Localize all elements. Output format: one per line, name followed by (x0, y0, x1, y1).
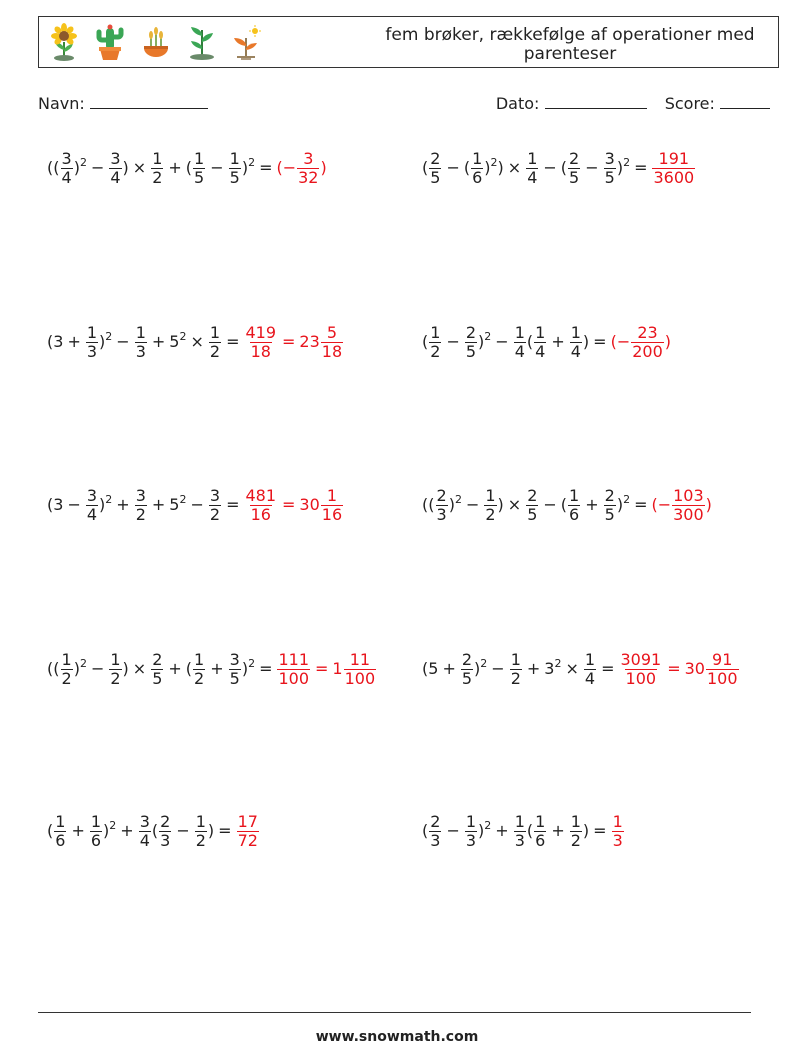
fraction: $\frac{1}{2}$ (110, 649, 121, 688)
fraction: $\frac{23}{200}$ (632, 322, 663, 361)
seedling-icon (231, 22, 265, 62)
header-icons (47, 21, 265, 63)
problem-expression: ( $\frac{2}{3}$ − $\frac{1}{3}$ )$^2$ + $\frac{1}{3}$ ( $\frac{1}{6}$ + $\frac{1}{2}$ ) = (422, 811, 607, 850)
fraction: $\frac{2}{5}$ (430, 148, 441, 187)
fraction: $\frac{2}{3}$ (436, 485, 447, 524)
fraction: $\frac{2}{5}$ (604, 485, 615, 524)
problem-expression: ( $\frac{1}{2}$ − $\frac{2}{5}$ )$^2$ − $\frac{1}{4}$ ( $\frac{1}{4}$ + $\frac{1}{4}$ ) = (422, 322, 607, 361)
fraction: $\frac{1}{3}$ (86, 322, 98, 361)
fraction: $\frac{3}{4}$ (110, 148, 121, 187)
problem-answer: $\frac{481}{16}$ = 30 $\frac{1}{16}$ (245, 485, 343, 524)
fraction: $\frac{2}{3}$ (160, 811, 171, 850)
fraction: $\frac{1}{6}$ (55, 811, 66, 850)
fraction: $\frac{1}{2}$ (570, 811, 581, 850)
fraction: $\frac{1}{4}$ (535, 322, 546, 361)
fraction: $\frac{3}{5}$ (229, 649, 240, 688)
fraction: $\frac{1}{3}$ (612, 811, 623, 850)
score-label: Score: (664, 94, 715, 113)
fraction: $\frac{1}{2}$ (195, 811, 206, 850)
problem-5 (47, 479, 344, 531)
fraction: $\frac{191}{3600}$ (653, 148, 695, 187)
footer-url: www.snowmath.com (315, 1029, 479, 1045)
fraction: $\frac{3}{4}$ (86, 485, 98, 524)
fraction: $\frac{1}{6}$ (90, 811, 102, 850)
problem-9 (47, 805, 260, 857)
fraction: $\frac{1}{6}$ (569, 485, 580, 524)
fraction: $\frac{1}{3}$ (465, 811, 477, 850)
fraction: $\frac{1}{3}$ (135, 322, 146, 361)
fraction: $\frac{1}{4}$ (570, 322, 581, 361)
fraction: $\frac{17}{72}$ (237, 811, 258, 850)
fraction: $\frac{91}{100}$ (706, 649, 738, 688)
fraction: $\frac{2}{5}$ (527, 485, 538, 524)
fraction: $\frac{1}{2}$ (152, 148, 163, 187)
fraction: $\frac{2}{5}$ (465, 322, 477, 361)
problem-answer: $\frac{111}{100}$ = 1 $\frac{11}{100}$ (278, 649, 376, 688)
date-blank[interactable] (545, 93, 647, 109)
problem-expression: ( $\frac{2}{5}$ − ( $\frac{1}{6}$ )$^2$) × $\frac{1}{4}$ − ( $\frac{2}{5}$ − $\frac{3}{5}$ )$^2$ = (422, 148, 648, 187)
fraction: $\frac{1}{5}$ (229, 148, 240, 187)
problem-expression: ( $\frac{1}{6}$ + $\frac{1}{6}$ )$^2$ + $\frac{3}{4}$ ( $\frac{2}{3}$ − $\frac{1}{2}$ ) = (47, 811, 232, 850)
fraction: $\frac{1}{2}$ (430, 322, 441, 361)
fraction: $\frac{5}{18}$ (321, 322, 343, 361)
sunflower-icon (47, 22, 81, 62)
problem-6 (422, 479, 712, 531)
problem-10 (422, 805, 625, 857)
problem-answer: $\frac{3091}{100}$ = 30 $\frac{91}{100}$ (620, 649, 738, 688)
worksheet-header (38, 16, 779, 68)
fraction: $\frac{481}{16}$ (245, 485, 277, 524)
fraction: $\frac{1}{2}$ (510, 649, 521, 688)
problem-answer (651, 150, 696, 187)
problem-1 (47, 142, 327, 194)
fraction: $\frac{3091}{100}$ (620, 649, 662, 688)
name-blank[interactable] (90, 93, 208, 109)
sprout-icon (185, 22, 219, 62)
fraction: $\frac{1}{2}$ (485, 485, 496, 524)
fraction: $\frac{1}{6}$ (535, 811, 546, 850)
problem-expression: (3 + $\frac{1}{3}$ )$^2$ − $\frac{1}{3}$ + $5^2$ × $\frac{1}{2}$ = (47, 322, 240, 361)
fraction: $\frac{1}{2}$ (194, 649, 205, 688)
fraction: $\frac{2}{5}$ (569, 148, 580, 187)
problem-answer (611, 813, 625, 850)
problem-answer (236, 813, 260, 850)
fraction: $\frac{2}{3}$ (430, 811, 441, 850)
fraction: $\frac{103}{300}$ (673, 485, 704, 524)
fraction: $\frac{1}{2}$ (209, 322, 221, 361)
problem-answer: (− $\frac{23}{200}$ ) (610, 322, 672, 361)
fraction: $\frac{3}{4}$ (139, 811, 150, 850)
name-field (38, 93, 208, 113)
fraction: $\frac{2}{5}$ (152, 649, 163, 688)
problem-answer: $\frac{419}{18}$ = 23 $\frac{5}{18}$ (245, 322, 343, 361)
fraction: $\frac{1}{3}$ (514, 811, 525, 850)
problem-4 (422, 316, 671, 368)
fraction: $\frac{1}{5}$ (194, 148, 205, 187)
fraction: $\frac{3}{32}$ (298, 148, 319, 187)
problem-7 (47, 643, 377, 695)
problem-8 (422, 643, 740, 695)
problem-expression: (( $\frac{2}{3}$ )$^2$ − $\frac{1}{2}$ ) × $\frac{2}{5}$ − ( $\frac{1}{6}$ + $\frac{2}{5}$ )$^2$ = (422, 485, 648, 524)
date-score-fields (496, 93, 770, 113)
problem-expression: (5 + $\frac{2}{5}$ )$^2$ − $\frac{1}{2}$ + $3^2$ × $\frac{1}{4}$ = (422, 649, 615, 688)
problem-answer: (− $\frac{3}{32}$ ) (276, 148, 327, 187)
problem-answer: (− $\frac{103}{300}$ ) (651, 485, 712, 524)
fraction: $\frac{3}{2}$ (209, 485, 221, 524)
problem-expression: (( $\frac{3}{4}$ )$^2$ − $\frac{3}{4}$ ) × $\frac{1}{2}$ + ( $\frac{1}{5}$ − $\frac{1}{5}$ )$^2$ = (47, 148, 273, 187)
fraction: $\frac{1}{4}$ (584, 649, 596, 688)
problem-expression: (( $\frac{1}{2}$ )$^2$ − $\frac{1}{2}$ ) × $\frac{2}{5}$ + ( $\frac{1}{2}$ + $\frac{3}{5}$ )$^2$ = (47, 649, 273, 688)
date-label: Dato: (495, 94, 540, 113)
fraction: $\frac{3}{2}$ (135, 485, 146, 524)
cactus-icon (93, 22, 127, 62)
problem-3 (47, 316, 344, 368)
fraction: $\frac{3}{4}$ (61, 148, 72, 187)
fraction: $\frac{1}{4}$ (527, 148, 538, 187)
potted-wheat-icon (139, 22, 173, 62)
fraction: $\frac{1}{2}$ (61, 649, 72, 688)
problem-expression: (3 − $\frac{3}{4}$ )$^2$ + $\frac{3}{2}$ + $5^2$ − $\frac{3}{2}$ = (47, 485, 240, 524)
fraction: $\frac{11}{100}$ (344, 649, 376, 688)
score-blank[interactable] (720, 93, 770, 109)
footer-divider (38, 1012, 751, 1013)
fraction: $\frac{1}{6}$ (472, 148, 483, 187)
fraction: $\frac{3}{5}$ (604, 148, 615, 187)
fraction: $\frac{2}{5}$ (461, 649, 473, 688)
problem-2 (422, 142, 696, 194)
name-label: Navn: (38, 94, 85, 113)
fraction: $\frac{111}{100}$ (278, 649, 310, 688)
fraction: $\frac{1}{4}$ (514, 322, 525, 361)
fraction: $\frac{1}{16}$ (321, 485, 343, 524)
fraction: $\frac{419}{18}$ (245, 322, 277, 361)
worksheet-title: fem brøker, rækkefølge af operationer med parenteser (385, 25, 755, 64)
